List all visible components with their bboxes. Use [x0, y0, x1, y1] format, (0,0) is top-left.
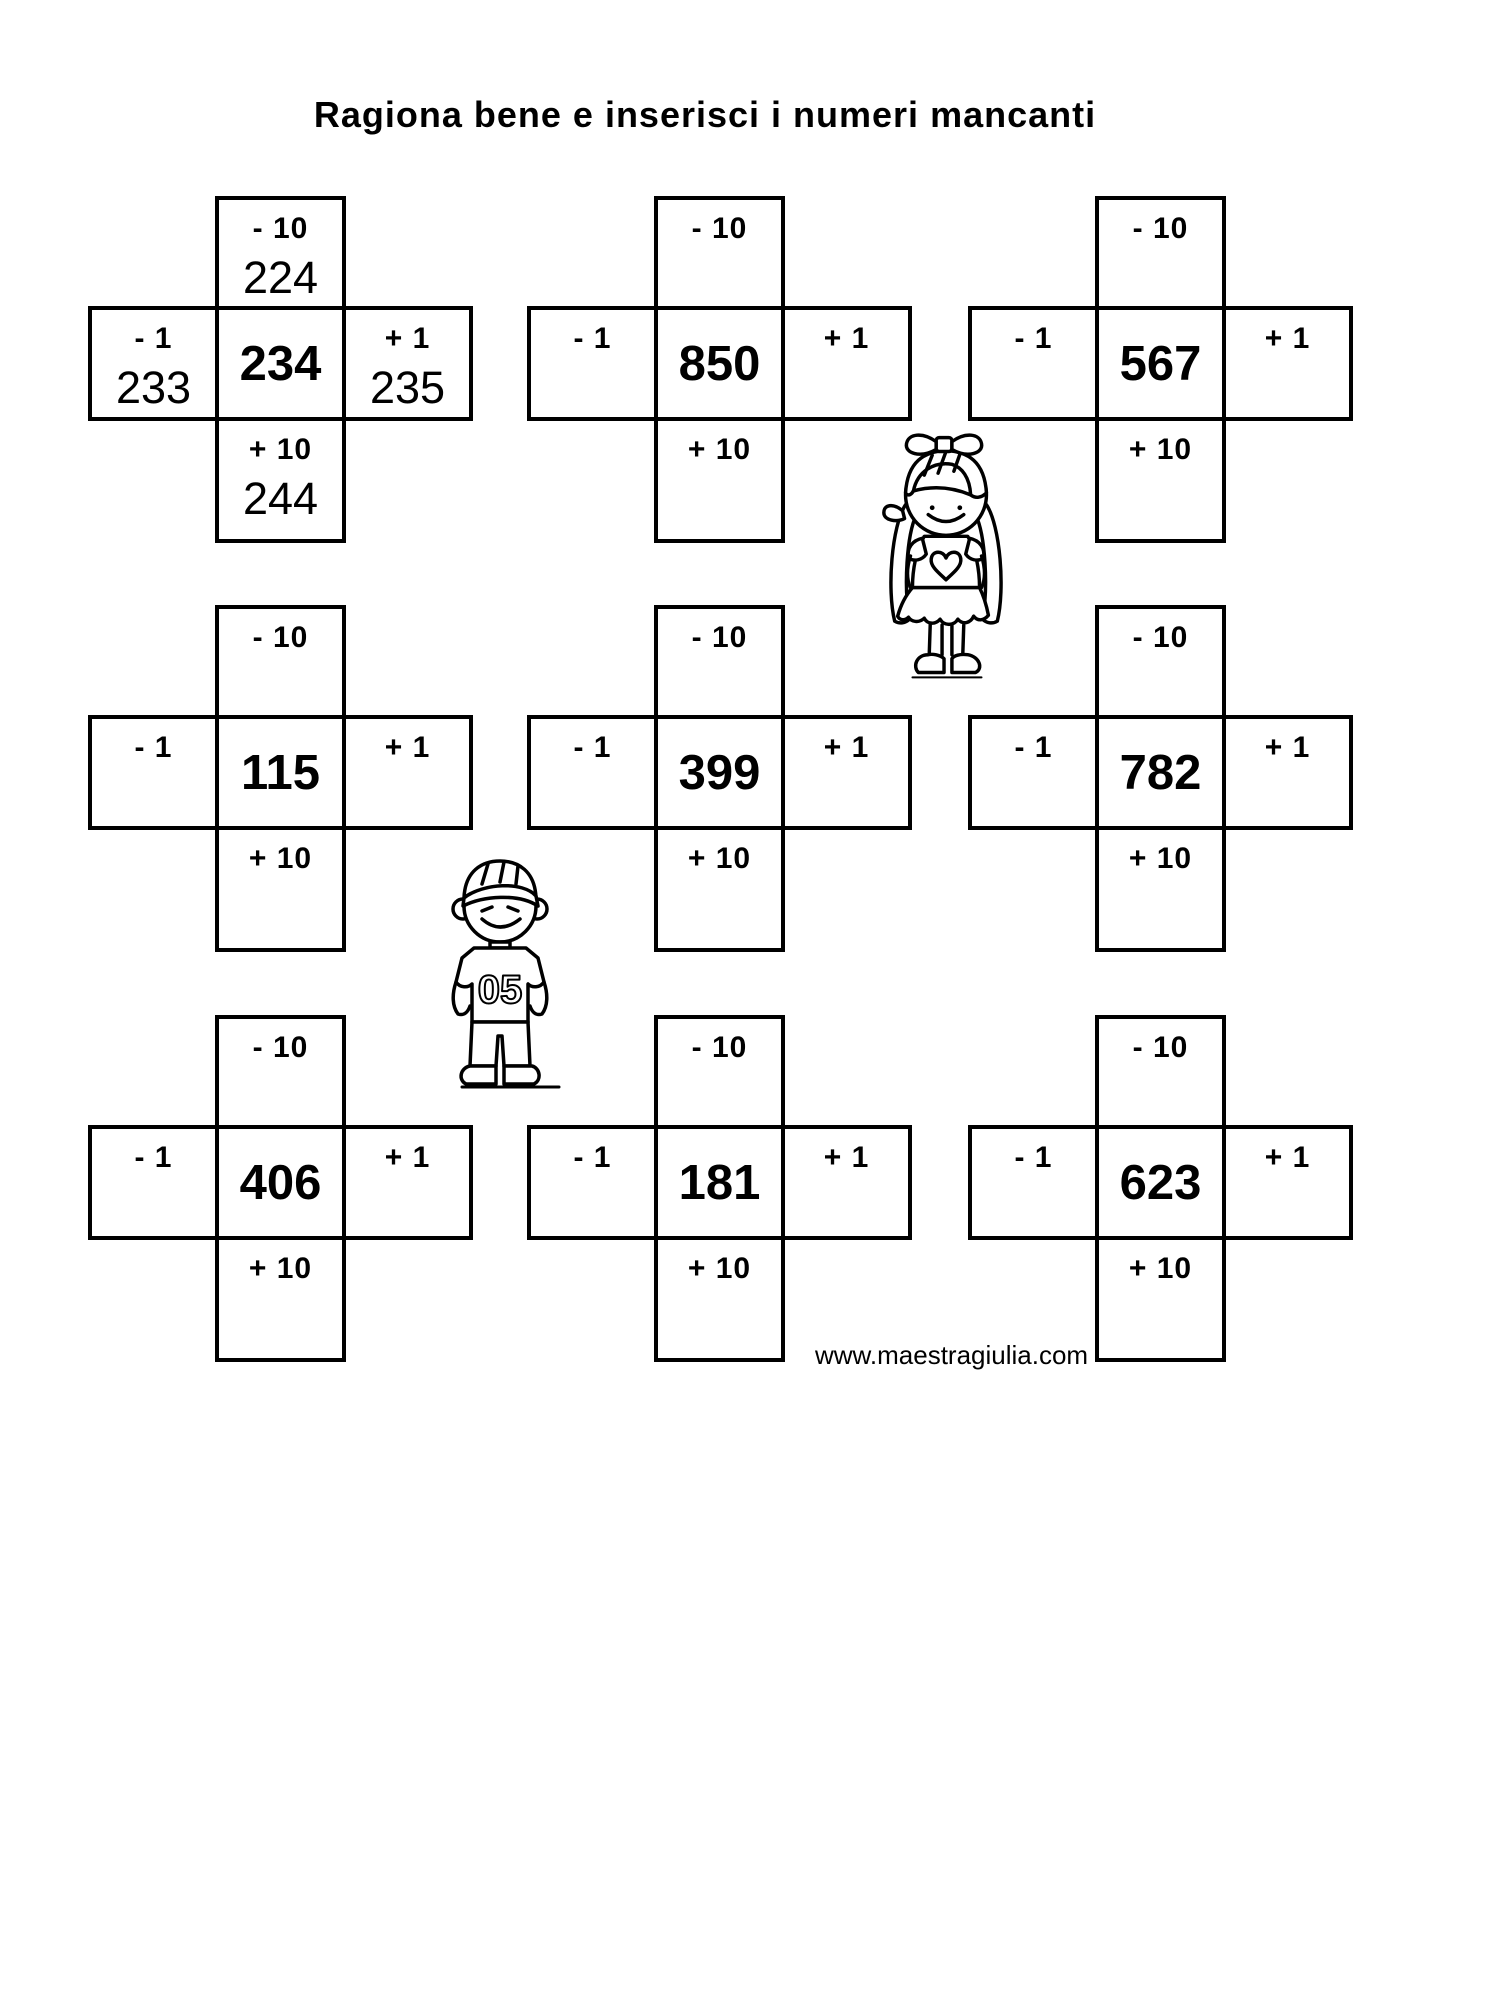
- plus1-label: + 1: [1264, 322, 1311, 355]
- puzzle-1-plus1-answer: 235: [369, 362, 446, 413]
- plus1-label: + 1: [1264, 731, 1311, 764]
- puzzle-4-minus1-box: [88, 715, 219, 830]
- puzzle-7-minus10-box: [215, 1015, 346, 1129]
- puzzle-3-center-number: 567: [1119, 336, 1202, 391]
- puzzle-5-center-number: 399: [678, 745, 761, 800]
- puzzle-6-minus1-box: [968, 715, 1099, 830]
- puzzle-9-center-box: [1095, 1125, 1226, 1240]
- minus1-label: - 1: [573, 731, 612, 764]
- puzzle-3-plus10-box: [1095, 417, 1226, 543]
- puzzle-5-minus10-box: [654, 605, 785, 719]
- plus10-label: + 10: [1128, 1252, 1193, 1285]
- boy-shirt-number: 05: [477, 968, 523, 1012]
- puzzle-9: [968, 1015, 1353, 1362]
- plus1-label: + 1: [823, 322, 870, 355]
- plus10-label: + 10: [687, 433, 752, 466]
- puzzle-1-minus10-box: [215, 196, 346, 310]
- puzzle-3-minus1-box: [968, 306, 1099, 421]
- puzzle-2-center-number: 850: [678, 336, 761, 391]
- puzzle-8-plus1-box: [781, 1125, 912, 1240]
- puzzle-2-center-box: [654, 306, 785, 421]
- puzzle-2-minus1-box: [527, 306, 658, 421]
- boy-illustration: [438, 853, 563, 1091]
- puzzle-3: [968, 196, 1353, 543]
- plus1-label: + 1: [823, 1141, 870, 1174]
- plus10-label: + 10: [1128, 842, 1193, 875]
- puzzle-7-center-box: [215, 1125, 346, 1240]
- puzzle-9-center-number: 623: [1119, 1155, 1202, 1210]
- puzzle-4: [88, 605, 473, 952]
- puzzle-6: [968, 605, 1353, 952]
- minus1-label: - 1: [573, 322, 612, 355]
- puzzle-8-center-number: 181: [678, 1155, 761, 1210]
- plus10-label: + 10: [248, 1252, 313, 1285]
- minus1-label: - 1: [134, 731, 173, 764]
- puzzle-1-plus1-box: [342, 306, 473, 421]
- minus10-label: - 10: [691, 212, 748, 245]
- minus10-label: - 10: [691, 621, 748, 654]
- puzzle-3-plus1-box: [1222, 306, 1353, 421]
- puzzle-1-minus1-box: [88, 306, 219, 421]
- puzzle-9-minus10-box: [1095, 1015, 1226, 1129]
- minus1-label: - 1: [134, 322, 173, 355]
- plus1-label: + 1: [384, 1141, 431, 1174]
- minus1-label: - 1: [1014, 322, 1053, 355]
- plus10-label: + 10: [1128, 433, 1193, 466]
- plus1-label: + 1: [823, 731, 870, 764]
- puzzle-4-minus10-box: [215, 605, 346, 719]
- plus1-label: + 1: [1264, 1141, 1311, 1174]
- puzzle-9-plus10-box: [1095, 1236, 1226, 1362]
- puzzle-4-plus10-box: [215, 826, 346, 952]
- puzzle-1-center-box: [215, 306, 346, 421]
- puzzle-6-minus10-box: [1095, 605, 1226, 719]
- puzzle-8: [527, 1015, 912, 1362]
- puzzle-4-center-number: 115: [240, 745, 321, 800]
- plus10-label: + 10: [687, 842, 752, 875]
- minus10-label: - 10: [1132, 621, 1189, 654]
- puzzle-8-center-box: [654, 1125, 785, 1240]
- puzzle-2-plus10-box: [654, 417, 785, 543]
- page-title: Ragiona bene e inserisci i numeri mancanti: [313, 94, 1097, 135]
- puzzle-8-minus10-box: [654, 1015, 785, 1129]
- minus1-label: - 1: [134, 1141, 173, 1174]
- puzzle-5-center-box: [654, 715, 785, 830]
- puzzle-4-plus1-box: [342, 715, 473, 830]
- puzzle-6-center-box: [1095, 715, 1226, 830]
- website-url: www.maestragiulia.com: [815, 1340, 1089, 1370]
- plus10-label: + 10: [248, 433, 313, 466]
- puzzle-9-minus1-box: [968, 1125, 1099, 1240]
- puzzle-7-minus1-box: [88, 1125, 219, 1240]
- puzzle-1-minus10-answer: 224: [242, 252, 319, 303]
- minus10-label: - 10: [252, 212, 309, 245]
- plus1-label: + 1: [384, 322, 431, 355]
- plus10-label: + 10: [248, 842, 313, 875]
- puzzle-5-plus1-box: [781, 715, 912, 830]
- minus10-label: - 10: [691, 1031, 748, 1064]
- puzzle-6-center-number: 782: [1119, 745, 1202, 800]
- puzzle-8-minus1-box: [527, 1125, 658, 1240]
- puzzle-1-plus10-box: [215, 417, 346, 543]
- puzzle-9-plus1-box: [1222, 1125, 1353, 1240]
- puzzle-7-plus10-box: [215, 1236, 346, 1362]
- puzzle-2-minus10-box: [654, 196, 785, 310]
- puzzle-7: [88, 1015, 473, 1362]
- puzzle-1-center-number: 234: [239, 336, 322, 391]
- puzzle-6-plus10-box: [1095, 826, 1226, 952]
- puzzle-7-plus1-box: [342, 1125, 473, 1240]
- minus10-label: - 10: [1132, 1031, 1189, 1064]
- puzzle-2-plus1-box: [781, 306, 912, 421]
- plus1-label: + 1: [384, 731, 431, 764]
- puzzle-1: [88, 196, 473, 543]
- puzzle-3-center-box: [1095, 306, 1226, 421]
- plus10-label: + 10: [687, 1252, 752, 1285]
- puzzle-2: [527, 196, 912, 543]
- minus1-label: - 1: [573, 1141, 612, 1174]
- minus10-label: - 10: [252, 1031, 309, 1064]
- puzzle-6-plus1-box: [1222, 715, 1353, 830]
- minus10-label: - 10: [1132, 212, 1189, 245]
- puzzle-7-center-number: 406: [239, 1155, 322, 1210]
- puzzle-1-plus10-answer: 244: [242, 473, 319, 524]
- minus1-label: - 1: [1014, 731, 1053, 764]
- puzzle-5-minus1-box: [527, 715, 658, 830]
- minus10-label: - 10: [252, 621, 309, 654]
- puzzle-8-plus10-box: [654, 1236, 785, 1362]
- puzzle-3-minus10-box: [1095, 196, 1226, 310]
- puzzle-1-minus1-answer: 233: [115, 362, 192, 413]
- puzzle-4-center-box: [215, 715, 346, 830]
- puzzle-5: [527, 605, 912, 952]
- girl-illustration: [872, 430, 1020, 690]
- minus1-label: - 1: [1014, 1141, 1053, 1174]
- puzzle-5-plus10-box: [654, 826, 785, 952]
